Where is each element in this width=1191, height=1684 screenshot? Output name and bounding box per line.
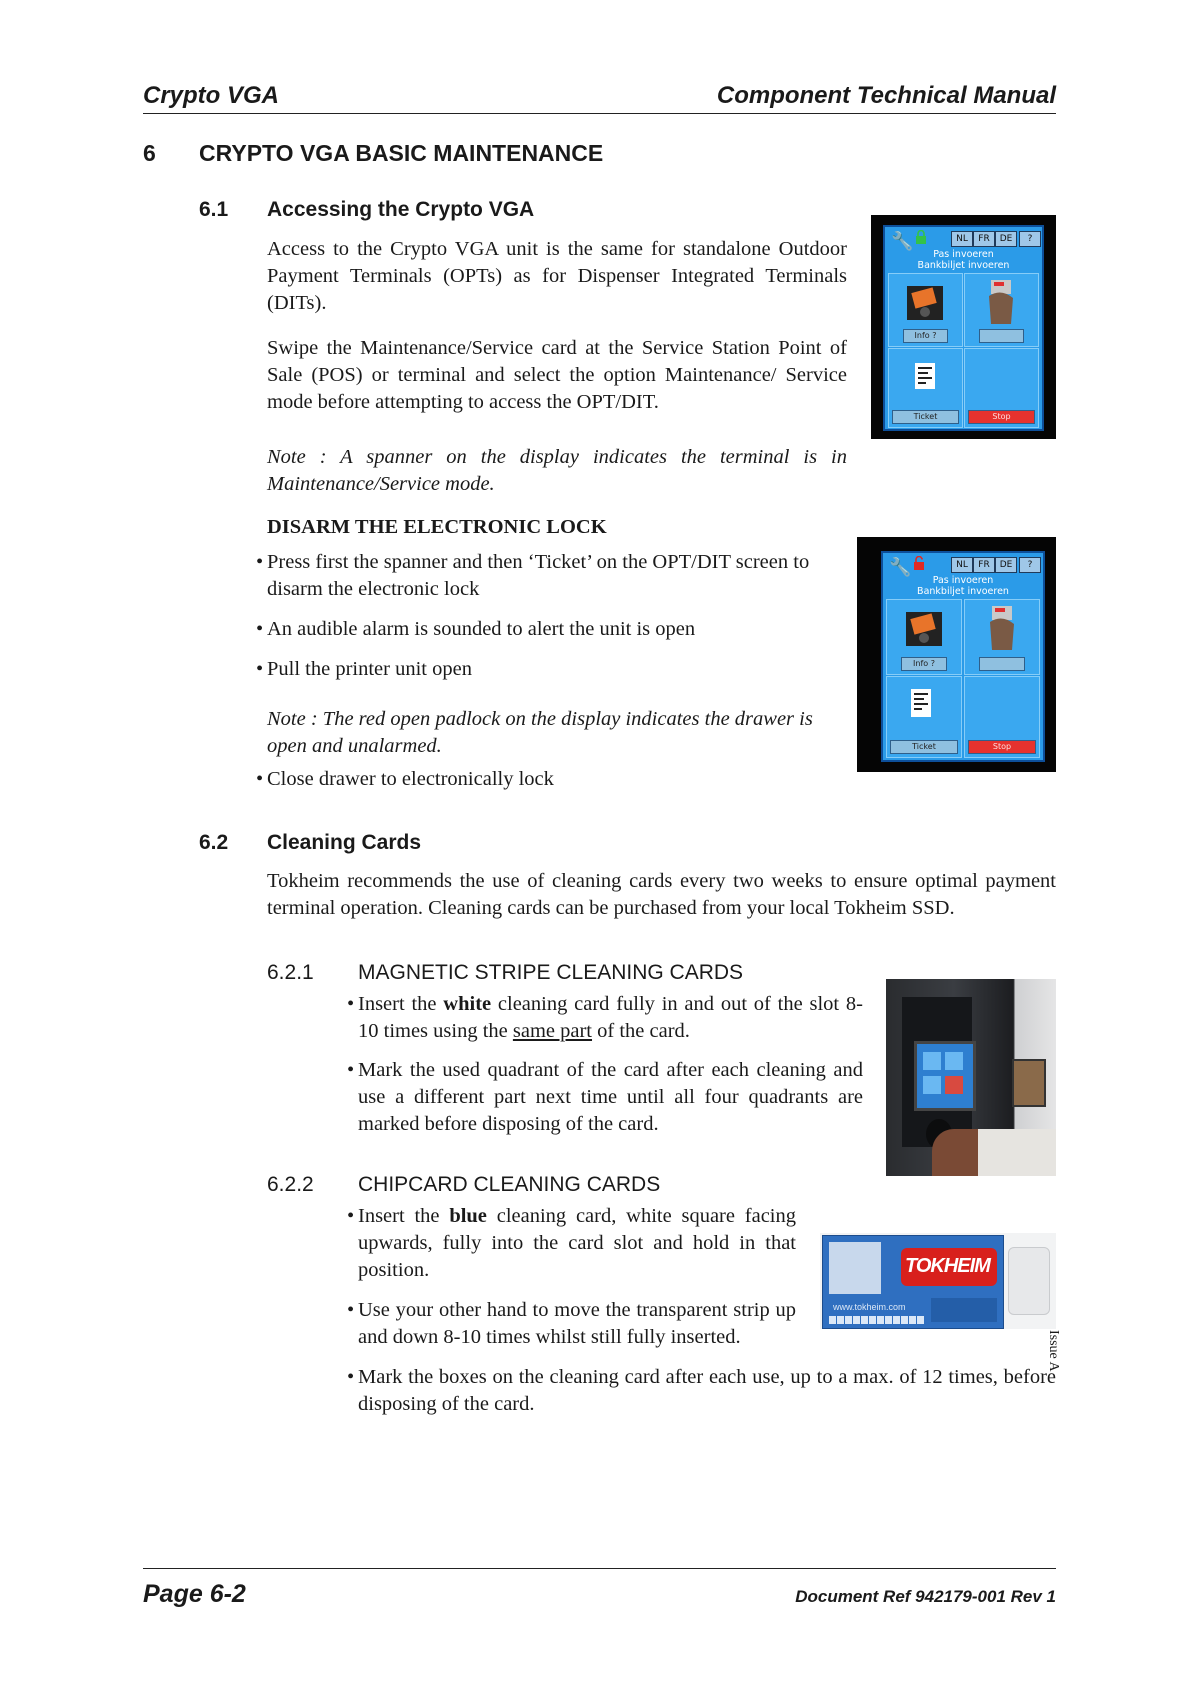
tile-card: [888, 273, 963, 347]
stop-button: Stop: [968, 410, 1035, 424]
spanner-note: Note : A spanner on the display indicates the terminal is in Maintenance/Service mode.: [267, 446, 847, 495]
tile-ticket: [886, 676, 962, 758]
cleaning-paragraph: Tokheim recommends the use of cleaning cards every two weeks to ensure optimal payment terminal operation. Cleaning cards can be purchased from your local Tokheim SSD.: [267, 870, 1056, 919]
bullet-insert-white: • Insert the white cleaning card fully in and out of the slot 8-10 times using the same part of the card.: [347, 993, 863, 1042]
screen-subtitle: Bankbiljet invoeren: [917, 260, 1010, 271]
card-reader-icon: [904, 608, 944, 648]
bullet-mark-boxes: • Mark the boxes on the cleaning card after each use, up to a max. of 12 times, before disposing of the card.: [347, 1366, 1056, 1415]
text-run: cleaning card, white square facing upwards, fully into the card slot and hold in that position.: [358, 1205, 796, 1281]
bullet-text: Pull the printer unit open: [267, 658, 472, 680]
bullet-audible-alarm: • An audible alarm is sounded to alert the unit is open: [256, 618, 696, 640]
brand-logo-text: TOKHEIM: [905, 1255, 990, 1277]
header-rule: [143, 113, 1056, 114]
swipe-paragraph: Swipe the Maintenance/Service card at the Service Station Point of Sale (POS) or terminal and select the option Maintenance/ Service mode before attempting to access the OPT/DIT.: [267, 337, 847, 413]
bullet-pull-printer: • Pull the printer unit open: [256, 658, 472, 680]
bullet-text: Close drawer to electronically lock: [267, 768, 554, 790]
screen-title: Pas invoeren: [932, 575, 994, 586]
tile-card: [886, 599, 962, 675]
subsection-number: 6.1: [199, 198, 229, 221]
spanner-icon: 🔧: [891, 231, 914, 252]
terminal-photo: [886, 979, 1056, 1176]
subsubsection-number: 6.2.1: [267, 961, 314, 984]
text-run: cleaning card fully in and out of the slot 8-10 times using the: [358, 993, 863, 1042]
lang-nl-button: NL: [951, 557, 973, 573]
bullet-text: An audible alarm is sounded to alert the unit is open: [267, 618, 696, 640]
header-title: Crypto VGA: [143, 82, 280, 109]
bullet-press-spanner: • Press first the spanner and then ‘Ticket’ on the OPT/DIT screen to disarm the electronic lock: [256, 551, 810, 600]
ticket-button: Ticket: [892, 410, 959, 424]
blue-card: [822, 1235, 1004, 1329]
padlock-note: Note : The red open padlock on the display indicates the drawer is open and unalarmed.: [267, 708, 813, 757]
header-manual-title: Component Technical Manual: [716, 82, 1056, 109]
subsubsection-title: MAGNETIC STRIPE CLEANING CARDS: [358, 961, 744, 984]
section-title: CRYPTO VGA BASIC MAINTENANCE: [199, 140, 604, 166]
bullet-text: Press first the spanner and then ‘Ticket’ on the OPT/DIT screen to disarm the electronic lock: [267, 551, 810, 600]
bullet-close-drawer: • Close drawer to electronically lock: [256, 768, 554, 790]
subsection-title: Cleaning Cards: [267, 831, 422, 854]
text-run: Insert the: [358, 993, 444, 1015]
screen-subtitle: Bankbiljet invoeren: [917, 586, 1009, 597]
info-button: Info ?: [901, 657, 947, 671]
access-paragraph: Access to the Crypto VGA unit is the same for standalone Outdoor Payment Terminals (OPTs) as for Dispenser Integrated Terminals (DITs).: [267, 238, 847, 314]
subsection-number: 6.2: [199, 831, 229, 854]
tile-banknote: [964, 599, 1040, 675]
help-button: ?: [1019, 231, 1041, 247]
banknote-hand-icon: [984, 604, 1020, 652]
text-run-underline: same part: [512, 1020, 593, 1042]
brand-logo: [901, 1248, 997, 1286]
chipcard-cleaning-card-image: [820, 1233, 1056, 1329]
section-number: 6: [143, 140, 156, 166]
page-number: Page 6-2: [143, 1580, 246, 1608]
bullet-transparent-strip: • Use your other hand to move the transparent strip up and down 8-10 times whilst still fully inserted.: [347, 1299, 796, 1348]
text-run: Insert the: [358, 1205, 450, 1227]
card-url: www.tokheim.com: [833, 1302, 906, 1312]
white-square: [829, 1242, 881, 1294]
bullet-text: Use your other hand to move the transparent strip up and down 8-10 times whilst still fully inserted.: [358, 1299, 796, 1348]
banknote-hand-icon: [983, 278, 1019, 326]
lang-de-button: DE: [995, 557, 1017, 573]
tile-stop: [964, 348, 1039, 428]
card-reader-icon: [905, 282, 945, 322]
text-run: of the card.: [592, 1020, 690, 1042]
banknote-button: [979, 329, 1024, 343]
lang-nl-button: NL: [951, 231, 973, 247]
lang-de-button: DE: [995, 231, 1017, 247]
spanner-icon: 🔧: [889, 557, 912, 578]
subsubsection-title: CHIPCARD CLEANING CARDS: [358, 1173, 661, 1196]
terminal-screen-image-2: [857, 537, 1056, 772]
issue-label: Issue A: [1046, 1330, 1061, 1372]
screen-title: Pas invoeren: [933, 249, 994, 260]
subsubsection-number: 6.2.2: [267, 1173, 314, 1196]
tile-ticket: [888, 348, 963, 428]
open-padlock-icon: [913, 556, 925, 570]
footer-rule: [143, 1568, 1056, 1569]
closed-padlock-icon: [915, 230, 927, 244]
bullet-mark-quadrant: • Mark the used quadrant of the card after each cleaning and use a different part next time until all four quadrants are marked before disposing of the card.: [347, 1059, 863, 1135]
ticket-button: Ticket: [890, 740, 958, 754]
help-button: ?: [1019, 557, 1041, 573]
receipt-icon: [911, 689, 931, 717]
lang-fr-button: FR: [973, 557, 995, 573]
terminal-screen-image-1: [871, 215, 1056, 439]
lang-fr-button: FR: [973, 231, 995, 247]
terminal-screen: [914, 1041, 976, 1111]
tile-stop: [964, 676, 1040, 758]
receipt-icon: [915, 363, 935, 389]
bullet-text: Mark the boxes on the cleaning card after each use, up to a max. of 12 times, before disposing of the card.: [358, 1366, 1056, 1415]
transparent-strip: [1008, 1247, 1050, 1315]
tile-banknote: [964, 273, 1039, 347]
mark-boxes: [829, 1316, 925, 1324]
bullet-insert-blue: • Insert the blue cleaning card, white square facing upwards, fully into the card slot and hold in that position.: [347, 1205, 796, 1281]
disarm-heading: DISARM THE ELECTRONIC LOCK: [267, 516, 607, 538]
bullet-text: Mark the used quadrant of the card after each cleaning and use a different part next time until all four quadrants are marked before disposing of the card.: [358, 1059, 863, 1135]
text-run-bold: blue: [449, 1205, 487, 1227]
info-button: Info ?: [903, 329, 948, 343]
stop-button: Stop: [968, 740, 1036, 754]
document-ref: Document Ref 942179-001 Rev 1: [795, 1587, 1056, 1606]
banknote-button: [979, 657, 1025, 671]
subsection-title: Accessing the Crypto VGA: [267, 198, 535, 221]
text-run-bold: white: [443, 993, 492, 1015]
